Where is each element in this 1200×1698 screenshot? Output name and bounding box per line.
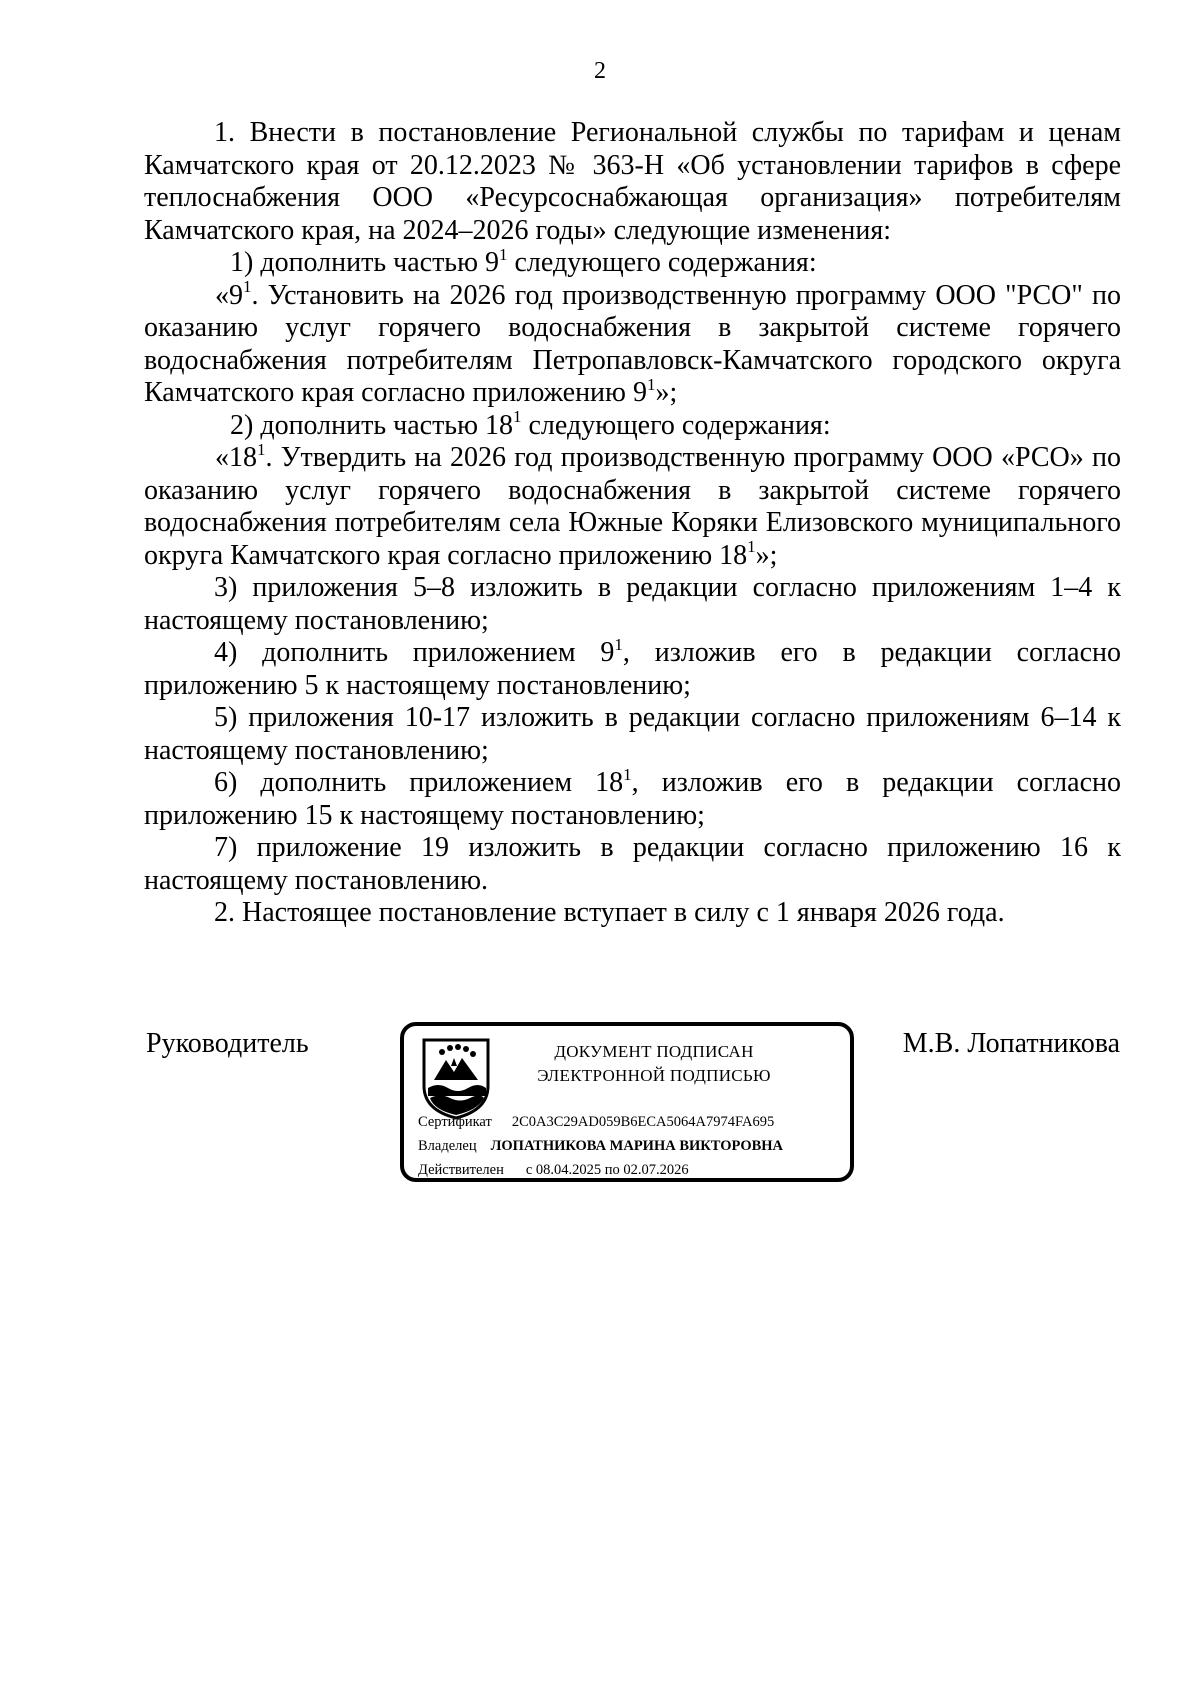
superscript: 1 xyxy=(614,634,623,654)
paragraph-item-2 xyxy=(144,407,1121,443)
text-run: »; xyxy=(655,377,678,408)
stamp-heading-line-1: ДОКУМЕНТ ПОДПИСАН xyxy=(554,1042,754,1061)
validity-label: Действителен xyxy=(418,1162,504,1178)
paragraph-quote-9-1 xyxy=(144,277,1121,410)
text-run: «18 xyxy=(215,442,257,473)
owner-label: Владелец xyxy=(418,1138,477,1154)
signer-name: М.В. Лопатникова xyxy=(902,1028,1120,1059)
superscript: 1 xyxy=(747,537,756,557)
text-run: 1) дополнить частью 9 xyxy=(230,247,499,278)
validity-value: с 08.04.2025 по 02.07.2026 xyxy=(525,1162,689,1178)
superscript: 1 xyxy=(243,277,252,297)
stamp-heading-line-2: ЭЛЕКТРОННОЙ ПОДПИСЬЮ xyxy=(537,1066,771,1085)
signer-position: Руководитель xyxy=(146,1028,309,1059)
superscript: 1 xyxy=(623,764,632,784)
text-run: следующего содержания: xyxy=(507,247,817,278)
superscript: 1 xyxy=(646,374,656,394)
text-run: »; xyxy=(755,539,778,571)
text-run: . Установить на 2026 год производственную программу ООО "РСО" по оказанию услуг горячего водоснабжения в закрытой системе горячего водоснабжения потребителям Петропавловск-Камчатского городского округа Камчатского края согласно приложению 9 xyxy=(144,279,1121,408)
electronic-signature-stamp xyxy=(400,1022,854,1182)
paragraph-item-3: 3) приложения 5–8 изложить в редакции согласно приложениям 1–4 к настоящему постановлению; xyxy=(144,572,1121,636)
superscript: 1 xyxy=(257,439,266,459)
certificate-value: 2C0A3C29AD059B6ECA5064A7974FA695 xyxy=(511,1114,775,1130)
paragraph-1: 1. Внести в постановление Региональной службы по тарифам и ценам Камчатского края от 20.12.2023 № 363-Н «Об установлении тарифов в сфере теплоснабжения ООО «Ресурсоснабжающая организация» потребителям Камчатского края, на 2024–2026 годы» следующие изменения: xyxy=(144,117,1121,246)
paragraph-item-6 xyxy=(144,764,1121,832)
paragraph-2: 2. Настоящее постановление вступает в силу с 1 января 2026 года. xyxy=(214,897,1005,928)
superscript: 1 xyxy=(513,407,522,427)
text-run: , изложив его в редакции согласно приложению 5 к настоящему постановлению; xyxy=(144,637,1121,701)
paragraph-item-7: 7) приложение 19 изложить в редакции согласно приложению 16 к настоящему постановлению. xyxy=(144,832,1121,896)
text-run: 6) дополнить приложением 18 xyxy=(214,767,624,798)
paragraph-item-1 xyxy=(144,244,1121,280)
paragraph-quote-18-1 xyxy=(144,439,1121,572)
document-body xyxy=(144,117,1121,930)
text-run: , изложив его в редакции согласно приложению 15 к настоящему постановлению; xyxy=(144,767,1121,831)
paragraph-item-4 xyxy=(144,634,1121,702)
stamp-certificate-row xyxy=(418,1112,774,1132)
text-run: 4) дополнить приложением 9 xyxy=(214,637,615,668)
certificate-label: Сертификат xyxy=(418,1114,492,1130)
stamp-heading xyxy=(494,1040,814,1088)
stamp-validity-row xyxy=(418,1160,689,1180)
text-run: «9 xyxy=(215,279,243,311)
page-number: 2 xyxy=(594,58,606,84)
kamchatka-coat-of-arms-icon xyxy=(420,1036,492,1120)
stamp-owner-row xyxy=(418,1136,783,1156)
superscript: 1 xyxy=(499,244,508,264)
text-run: . Утвердить на 2026 год производственную программу ООО «РСО» по оказанию услуг горячего водоснабжения в закрытой системе горячего водоснабжения потребителям села Южные Коряки Елизовского муниципального округа Камчатского края согласно приложению 18 xyxy=(144,442,1121,571)
text-run: следующего содержания: xyxy=(521,409,831,441)
paragraph-item-5: 5) приложения 10-17 изложить в редакции согласно приложениям 6–14 к настоящему постановлению; xyxy=(144,702,1121,766)
owner-value: ЛОПАТНИКОВА МАРИНА ВИКТОРОВНА xyxy=(490,1138,784,1154)
text-run: 2) дополнить частью 18 xyxy=(230,409,513,441)
